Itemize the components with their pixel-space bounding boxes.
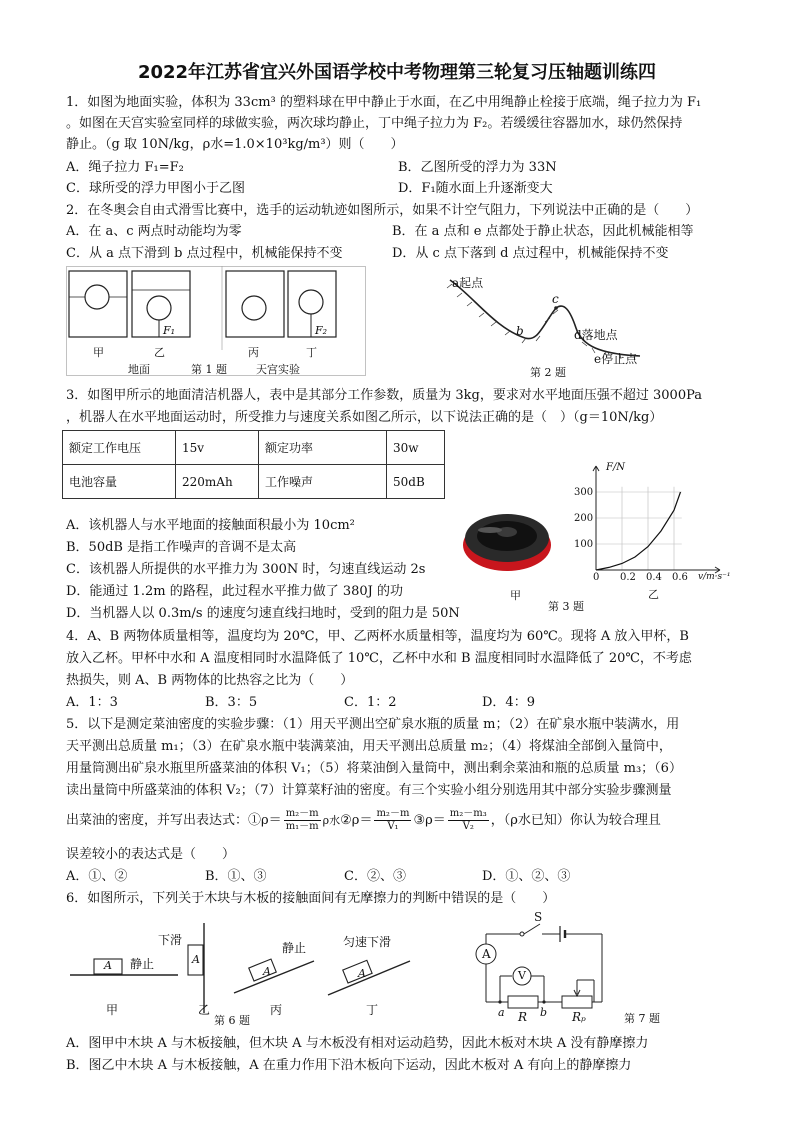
chart-svg — [580, 460, 730, 588]
chart-x-tick: 0.4 — [646, 572, 662, 583]
q4-option-c: C．1：2 — [344, 695, 397, 710]
table-cell: 额定工作电压 — [63, 431, 176, 465]
circuit-switch-label: S — [534, 910, 543, 924]
chart-x-axis-label: v/m·s⁻¹ — [698, 572, 731, 582]
fig1-label-bing: 丙 — [248, 346, 259, 359]
q2-line1: 2．在冬奥会自由式滑雪比赛中，选手的运动轨迹如图所示，如果不计空气阻力，下列说法中正确的是（ ） — [66, 203, 699, 218]
q6-option-a: A．图甲中木块 A 与木板接触，但木块 A 与木板没有相对运动趋势，因此木板对木块 A 没有静摩擦力 — [66, 1036, 649, 1051]
q5-option-d: D．①、②、③ — [482, 869, 571, 884]
fig1-label-ding: 丁 — [306, 346, 317, 359]
formula-1-numerator: m₂－m — [285, 808, 319, 819]
table-cell: 50dB — [387, 465, 445, 499]
force-speed-chart — [574, 460, 731, 588]
table-row — [63, 465, 445, 499]
q4-option-a: A．1：3 — [66, 695, 118, 710]
table-cell: 15v — [176, 431, 259, 465]
fig1-space-label: 天宫实验 — [256, 363, 300, 376]
figure-7-circuit — [470, 912, 620, 1027]
q5-line5 — [66, 804, 731, 838]
fig2-label-a: a起点 — [452, 276, 484, 290]
fig6-block-a-bing: A — [263, 965, 271, 978]
chart-series-line — [596, 492, 681, 570]
fig2-label-b: b — [516, 324, 524, 338]
q1-line3: 静止。（g 取 10N/kg，ρ水=1.0×10³kg/m³）则（ ） — [66, 137, 404, 152]
fig6-label-yunsu: 匀速下滑 — [343, 935, 392, 949]
table-cell: 220mAh — [176, 465, 259, 499]
q5-line5-intro: 出菜油的密度，并写出表达式： — [66, 813, 249, 828]
q6-option-b: B．图乙中木块 A 与木板接触，A 在重力作用下沿木板向下运动，因此木板对 A 有向上的静摩擦力 — [66, 1058, 632, 1073]
fig6-label-jia: 甲 — [106, 1003, 119, 1017]
formula-2-mark: ② — [340, 813, 352, 828]
fig1-ground-label: 地面 — [128, 363, 150, 376]
q1-option-d: D．F₁随水面上升逐渐变大 — [398, 181, 553, 196]
q5-option-c: C．②、③ — [344, 869, 406, 884]
q2-option-b: B．在 a 点和 e 点都处于静止状态，因此机械能相等 — [392, 224, 694, 239]
voltmeter-icon: V — [518, 969, 526, 982]
q3-option-b: B．50dB 是指工作噪声的音调不是太高 — [66, 540, 297, 555]
formula-2-fraction — [374, 808, 411, 833]
q4-line3: 热损失，则 A、B 两物体的比热容之比为（ ） — [66, 673, 354, 688]
figure-6 — [66, 915, 446, 1025]
rho-symbol: ρ＝ — [351, 813, 373, 828]
chart-x-tick: 0.6 — [672, 572, 688, 583]
formula-3-numerator: m₂－m₃ — [449, 808, 487, 819]
formula-2-denominator: V₁ — [387, 821, 399, 832]
q3-line2: ，机器人在水平地面运动时，所受推力与速度关系如图乙所示，以下说法正确的是（ ）（g＝10N/kg） — [66, 410, 663, 425]
rho-symbol: ρ＝ — [425, 813, 446, 828]
formula-3-fraction — [448, 808, 489, 833]
q5-line4: 读出量筒中所盛菜油的体积 V₂；（7）计算菜籽油的密度。有三个实验小组分别选用其中部分实验步骤测量 — [66, 783, 672, 798]
formula-3-denominator: V₂ — [462, 821, 474, 832]
circuit-point-b: b — [540, 1006, 548, 1019]
table-row — [63, 431, 445, 465]
fig1-caption: 第 1 题 — [191, 363, 227, 376]
q5-line5-tail: ，（ρ水已知）你认为较合理且 — [490, 813, 661, 828]
q1-line2: 。如图在天宫实验室同样的球做实验，两次球均静止，丁中绳子拉力为 F₂。若缓缓往容器加水，球仍然保持 — [66, 116, 683, 131]
rho-water: ρ水 — [322, 814, 341, 827]
fig2-label-d: d落地点 — [574, 328, 618, 342]
table-cell: 额定功率 — [259, 431, 387, 465]
table-cell: 电池容量 — [63, 465, 176, 499]
fig2-caption: 第 2 题 — [530, 366, 566, 379]
robot-image — [460, 500, 555, 580]
q1-option-a: A．绳子拉力 F₁=F₂ — [66, 160, 184, 175]
q2-option-d: D．从 c 点下落到 d 点过程中，机械能保持不变 — [392, 246, 669, 261]
fig6-block-a-ding: A — [358, 967, 366, 980]
rho-symbol: ρ＝ — [261, 813, 282, 828]
fig3-caption: 第 3 题 — [548, 600, 584, 613]
fig6-block-a-yi: A — [192, 953, 200, 966]
formula-1-denominator: m₁－m — [285, 821, 319, 832]
table-cell: 工作噪声 — [259, 465, 387, 499]
ammeter-icon: A — [482, 947, 491, 961]
chart-y-axis-label: F/N — [606, 462, 626, 473]
q5-line3: 用量筒测出矿泉水瓶里所盛菜油的体积 V₁；（5）将菜油倒入量筒中，测出剩余菜油和瓶的总质量 m₃；（6） — [66, 761, 682, 776]
q2-option-a: A．在 a、c 两点时动能均为零 — [66, 224, 242, 239]
q1-line1: 1．如图为地面实验，体积为 33cm³ 的塑料球在甲中静止于水面，在乙中用绳静止栓接于底端，绳子拉力为 F₁ — [66, 95, 702, 110]
q4-option-b: B．3：5 — [205, 695, 258, 710]
q5-line1: 5．以下是测定菜油密度的实验步骤：（1）用天平测出空矿泉水瓶的质量 m；（2）在矿泉水瓶中装满水，用 — [66, 717, 680, 732]
q3-option-a: A．该机器人与水平地面的接触面积最小为 10cm² — [66, 518, 355, 533]
q3-parameter-table — [62, 430, 445, 499]
formula-1-fraction — [284, 808, 321, 833]
q3-line1: 3．如图甲所示的地面清洁机器人，表中是其部分工作参数，质量为 3kg，要求对水平地面压强不超过 3000Pa — [66, 388, 703, 403]
q1-option-c: C．球所受的浮力甲图小于乙图 — [66, 181, 245, 196]
q5-line6: 误差较小的表达式是（ ） — [66, 847, 236, 862]
fig7-caption: 第 7 题 — [624, 1012, 660, 1025]
q3-option-d: D．能通过 1.2m 的路程，此过程水平推力做了 380J 的功 — [66, 584, 403, 599]
fig6-label-bing: 丙 — [270, 1003, 283, 1017]
chart-y-tick: 300 — [574, 487, 594, 498]
page-title: 2022年江苏省宜兴外国语学校中考物理第三轮复习压轴题训练四 — [137, 62, 657, 83]
fig1-f2-label: F₂ — [315, 324, 328, 337]
circuit-rheostat-rp: Rₚ — [572, 1010, 586, 1024]
formula-2-numerator: m₂－m — [376, 808, 410, 819]
circuit-resistor-r: R — [518, 1010, 528, 1024]
chart-x-tick: 0.2 — [620, 572, 636, 583]
fig6-label-jingzhi2: 静止 — [282, 941, 307, 955]
q4-line1: 4．A、B 两物体质量相等，温度均为 20℃，甲、乙两杯水质量相等，温度均为 60℃。现将 A 放入甲杯，B — [66, 629, 689, 644]
fig6-caption: 第 6 题 — [214, 1014, 250, 1027]
fig2-label-c: c — [552, 292, 559, 306]
fig6-label-xiahua: 下滑 — [158, 933, 183, 947]
formula-1-mark: ① — [248, 813, 262, 828]
chart-x-tick: 0 — [593, 572, 600, 583]
q4-line2: 放入乙杯。甲杯中水和 A 温度相同时水温降低了 10℃，乙杯中水和 B 温度相同时水温降低了 20℃，不考虑 — [66, 651, 692, 666]
table-cell: 30w — [387, 431, 445, 465]
fig1-f1-label: F₁ — [163, 324, 176, 337]
q3-option-e: D．当机器人以 0.3m/s 的速度匀速直线扫地时，受到的阻力是 50N — [66, 606, 460, 621]
figure-1 — [66, 266, 366, 376]
fig6-label-ding: 丁 — [366, 1003, 379, 1017]
fig3-label-jia: 甲 — [510, 589, 521, 602]
q2-option-c: C．从 a 点下滑到 b 点过程中，机械能保持不变 — [66, 246, 343, 261]
q1-option-b: B．乙图所受的浮力为 33N — [398, 160, 557, 175]
circuit-point-a: a — [498, 1006, 505, 1019]
formula-3-mark: ③ — [413, 813, 426, 828]
fig3-label-yi: 乙 — [648, 588, 659, 601]
q6-line1: 6．如图所示，下列关于木块与木板的接触面间有无摩擦力的判断中错误的是（ ） — [66, 891, 556, 906]
figure-2 — [430, 268, 660, 380]
fig1-label-jia: 甲 — [93, 346, 104, 359]
q5-line2: 天平测出总质量 m₁；（3）在矿泉水瓶中装满菜油，用天平测出总质量 m₂；（4）将煤油全部倒入量筒中， — [66, 739, 672, 754]
fig2-label-e: e停止点 — [594, 352, 638, 366]
fig6-label-yi: 乙 — [198, 1003, 211, 1017]
chart-y-tick: 200 — [574, 513, 594, 524]
q5-option-a: A．①、② — [66, 869, 128, 884]
fig6-label-jingzhi: 静止 — [130, 957, 155, 971]
q3-option-c: C．该机器人所提供的水平推力为 300N 时，匀速直线运动 2s — [66, 562, 426, 577]
fig1-label-yi: 乙 — [154, 346, 165, 359]
q4-option-d: D．4：9 — [482, 695, 535, 710]
q5-option-b: B．①、③ — [205, 869, 267, 884]
chart-y-tick: 100 — [574, 539, 594, 550]
fig6-block-a-jia: A — [104, 959, 112, 972]
